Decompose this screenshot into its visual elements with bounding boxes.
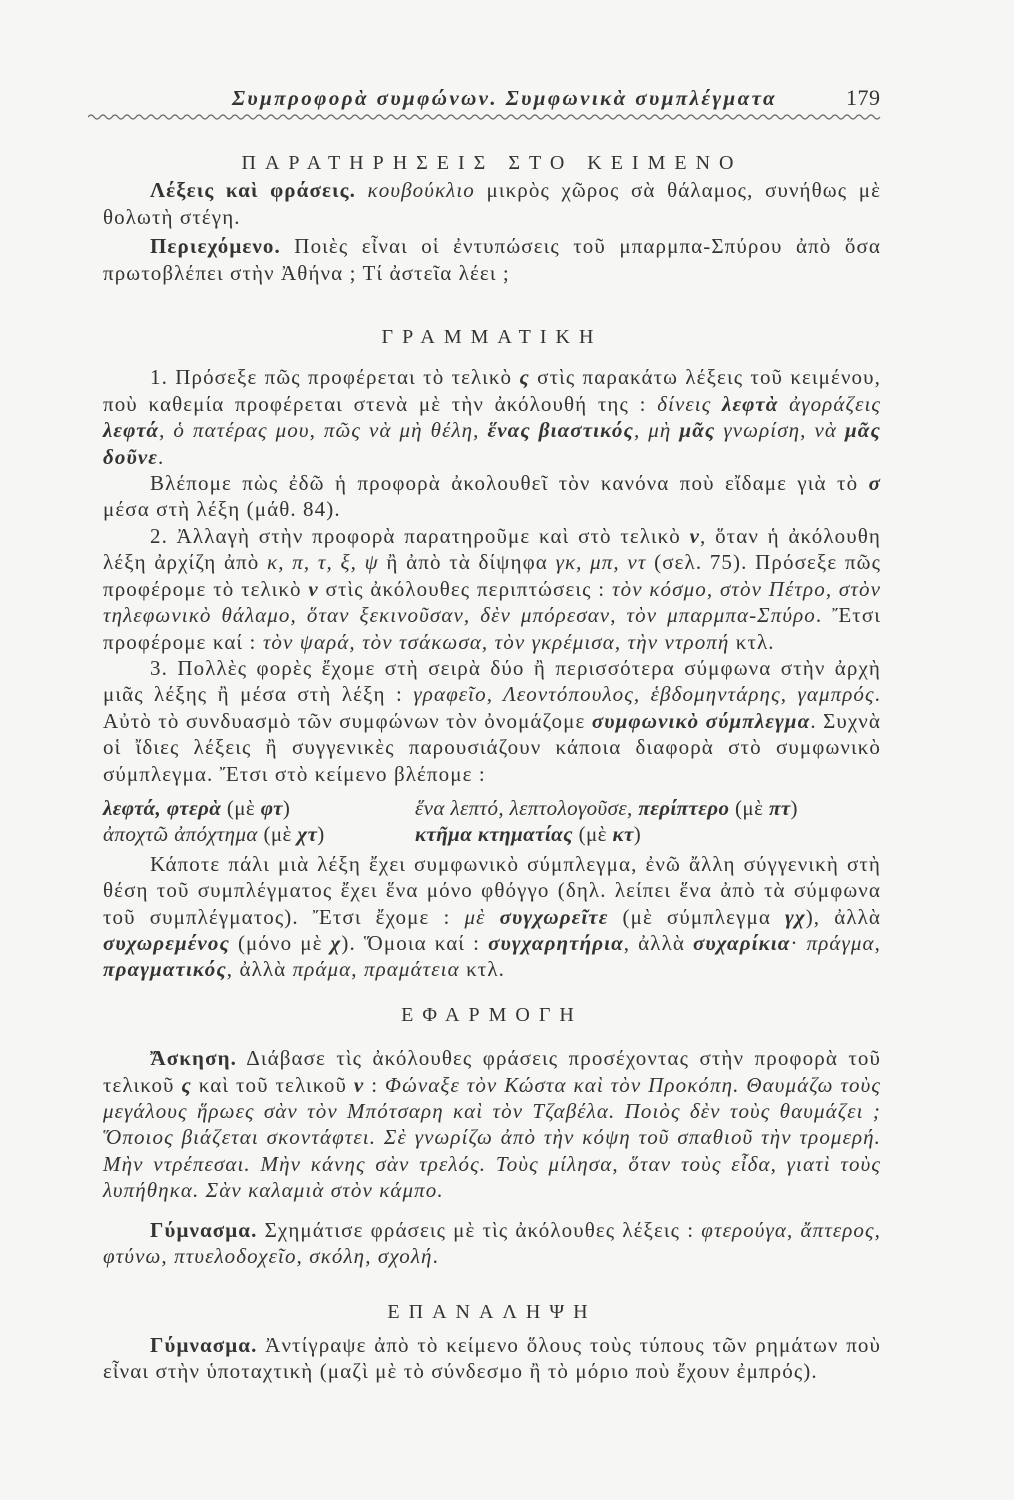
text-run: μὲ bbox=[464, 904, 500, 929]
section-heading-observations: ΠΑΡΑΤΗΡΗΣΕΙΣ ΣΤΟ ΚΕΙΜΕΝΟ bbox=[241, 152, 743, 174]
paragraph-drill-application bbox=[103, 1217, 881, 1270]
text-run: , bbox=[351, 957, 364, 982]
example-cell bbox=[103, 821, 415, 847]
text-run: (μὲ bbox=[572, 822, 613, 847]
text-run: κτ bbox=[612, 822, 634, 847]
text-run: μᾶς bbox=[679, 418, 716, 443]
text-run: Ἄσκηση. bbox=[150, 1046, 237, 1071]
paragraph-words-phrases bbox=[103, 177, 881, 230]
section-heading-grammar: ΓΡΑΜΜΑΤΙΚΗ bbox=[381, 326, 603, 349]
text-run: ν bbox=[353, 1072, 365, 1097]
text-run: κτλ. bbox=[459, 957, 505, 982]
text-run: γχ bbox=[785, 904, 806, 929]
text-run: χτ bbox=[297, 822, 318, 847]
text-run: Γύμνασμα. bbox=[150, 1217, 258, 1242]
text-run: συγχωρεῖτε bbox=[499, 904, 609, 929]
text-run: πτ bbox=[768, 795, 791, 820]
text-run: γκ, μπ, ντ bbox=[555, 550, 647, 575]
paragraph-drill-review bbox=[103, 1332, 881, 1385]
text-run: ἕνα λεπτό, λεπτολογοῦσε, bbox=[415, 795, 639, 820]
text-run: Σχημάτισε φράσεις μὲ τὶς ἀκόλουθες λέξεις : bbox=[257, 1217, 702, 1242]
text-run: συχαρίκια bbox=[692, 930, 791, 955]
text-run: λεφτά bbox=[103, 418, 160, 443]
text-run: στὶς ἀκόλουθες περιπτώσεις : bbox=[318, 576, 612, 601]
text-run: (μὲ bbox=[257, 822, 298, 847]
text-run: · bbox=[790, 930, 807, 955]
text-run: λεφτὰ bbox=[722, 391, 779, 416]
text-run: συγχαρητήρια bbox=[488, 930, 624, 955]
text-run: . Συχνὰ οἱ ἴδιες λέξεις ἢ συγγενικὲς παρουσιάζουν κάποια διαφορὰ στὸ συμφωνικὸ σύμπλεγμα. Ἔτσι στὸ κείμενο βλέπομε : bbox=[103, 708, 882, 786]
text-run: κ, π, τ, ξ, ψ bbox=[267, 550, 379, 575]
text-run: (μὲ bbox=[221, 795, 261, 820]
wavy-rule bbox=[88, 111, 882, 123]
text-run: . bbox=[432, 1244, 439, 1269]
text-run: , ὅταν ἡ ἀκόλουθη λέξη ἀρχίζη ἀπὸ bbox=[103, 523, 881, 575]
text-run: , ἀλλὰ bbox=[226, 957, 293, 982]
text-run: πραγματικός bbox=[103, 957, 227, 982]
text-run: , ὁ πατέρας μου, πῶς νὰ μὴ θέλη, bbox=[159, 418, 488, 443]
text-run: ἕνας βιαστικός bbox=[487, 418, 634, 443]
text-run: συμφωνικὸ σύμπλεγμα bbox=[591, 708, 811, 733]
paragraph-grammar-1 bbox=[103, 364, 881, 470]
example-cell bbox=[415, 795, 881, 821]
text-run: κτῆμα κτηματίας bbox=[415, 822, 573, 847]
text-run: μᾶς δοῦνε bbox=[103, 418, 881, 469]
text-run: Γύμνασμα. bbox=[150, 1332, 258, 1357]
text-run: τὸν κόσμο, στὸν Πέτρο, στὸν τηλεφωνικὸ θάλαμο, ὅταν ξεκινοῦσαν, δὲν μπόρεσαν, τὸν μπαρμπα-Σπύρο bbox=[103, 576, 882, 628]
page-number: 179 bbox=[846, 85, 881, 110]
text-run: . Ἔτσι προφέρομε καί : bbox=[103, 603, 881, 654]
text-run: , ἀλλὰ bbox=[623, 930, 693, 955]
section-heading-application: ΕΦΑΡΜΟΓΗ bbox=[401, 1003, 583, 1026]
text-run: καὶ τοῦ τελικοῦ bbox=[191, 1072, 354, 1097]
paragraph-exercise bbox=[103, 1045, 881, 1203]
text-run: δίνεις bbox=[657, 391, 723, 416]
example-cell bbox=[415, 821, 881, 847]
page-content bbox=[103, 150, 881, 1385]
consonant-cluster-examples bbox=[103, 795, 881, 848]
text-run: Λέξεις καὶ φράσεις. bbox=[150, 178, 356, 203]
text-run: Ποιὲς εἶναι οἱ ἐντυπώσεις τοῦ μπαρμπα-Σπύρου ἀπὸ ὅσα πρωτοβλέπει στὴν Ἀθήνα ; Τί ἀστεῖα λέει ; bbox=[103, 234, 881, 285]
text-run: μικρὸς χῶρος σὰ θάλαμος, συνήθως μὲ θολωτὴ στέγη. bbox=[103, 178, 881, 229]
text-run: ς bbox=[519, 365, 530, 390]
text-run: Περιεχόμενο. bbox=[150, 234, 281, 259]
text-run: ) bbox=[317, 822, 325, 847]
text-run: ) bbox=[633, 822, 642, 847]
text-run: . bbox=[157, 444, 165, 469]
text-run: πράμα bbox=[292, 957, 352, 982]
example-cell bbox=[103, 795, 415, 821]
text-run: (σελ. 75). Πρόσεξε πῶς προφέρομε τὸ τελικὸ bbox=[103, 550, 882, 601]
paragraph-content-question bbox=[103, 233, 881, 286]
text-run: ν bbox=[308, 576, 319, 601]
text-run: φτ bbox=[260, 795, 283, 820]
text-run: περίπτερο bbox=[638, 795, 730, 820]
text-run: Φώναξε τὸν Κώστα καὶ τὸν Προκόπη. Θαυμάζω τοὺς μεγάλους ἥρωες σὰν τὸν Μπότσαρη καὶ τὸν Τζαβέλα. Ποιὸς δὲν τοὺς θαυμάζει ; Ὅποιος βιάζεται σκοντάφτει. Σὲ γνωρίζω ἀπὸ τὴν κόψη τοῦ σπαθιοῦ τὴν τρομερή. Μὴν ντρέπεσαι. Μὴν κάνης σὰν τρελός. Τοὺς μίλησα, ὅταν τοὺς εἶδα, γιατὶ τοὺς λυπήθηκα. Σὰν καλαμιὰ στὸν κάμπο. bbox=[103, 1072, 881, 1203]
text-run: γνωρίση, νὰ bbox=[715, 418, 846, 443]
text-run: πράγμα bbox=[806, 930, 875, 955]
text-run: 2. Ἀλλαγὴ στὴν προφορὰ παρατηροῦμε καὶ στὸ τελικὸ bbox=[150, 523, 690, 548]
wavy-rule-path bbox=[88, 115, 880, 119]
text-run: σ bbox=[868, 471, 881, 496]
text-run: κτλ. bbox=[729, 629, 775, 654]
text-run: (μόνο μὲ bbox=[229, 930, 331, 955]
paragraph-grammar-3 bbox=[103, 655, 881, 787]
text-run: συχωρεμένος bbox=[103, 930, 230, 955]
text-run: κουβούκλιο bbox=[355, 178, 475, 203]
text-run: (μὲ bbox=[729, 795, 769, 820]
text-run: Διάβασε τὶς ἀκόλουθες φράσεις προσέχοντας στὴν προφορὰ τοῦ τελικοῦ bbox=[103, 1046, 881, 1097]
running-title: Συμπροφορὰ συμφώνων. Συμφωνικὰ συμπλέγματα bbox=[232, 86, 778, 110]
text-run: πραμάτεια bbox=[364, 957, 460, 982]
text-run: στὶς παρακάτω λέξεις τοῦ κειμένου, ποὺ καθεμία προφέρεται στενὰ μὲ τὴν ἀκόλουθή της : bbox=[103, 365, 881, 416]
text-run: χ bbox=[330, 930, 342, 955]
text-run: ) bbox=[282, 795, 291, 820]
paragraph-grammar-4 bbox=[103, 851, 881, 983]
text-run: 1. Πρόσεξε πῶς προφέρεται τὸ τελικὸ bbox=[150, 365, 520, 390]
text-run: : bbox=[364, 1072, 385, 1097]
text-run: , bbox=[874, 930, 881, 955]
text-run: ἀγοράζεις bbox=[778, 391, 882, 416]
text-run: ἀποχτῶ ἀπόχτημα bbox=[103, 822, 258, 847]
text-run: (μὲ σύμπλεγμα bbox=[608, 904, 786, 929]
text-run: φτερούγα, ἄπτερος, φτύνω, πτυελοδοχεῖο, σκόλη, σχολή bbox=[103, 1217, 881, 1269]
text-run: Βλέπομε πὼς ἐδῶ ἡ προφορὰ ἀκολουθεῖ τὸν κανόνα ποὺ εἴδαμε γιὰ τὸ bbox=[150, 471, 869, 496]
text-run: Κάποτε πάλι μιὰ λέξη ἔχει συμφωνικὸ σύμπλεγμα, ἐνῶ ἄλλη σύγγενικὴ στὴ θέση τοῦ συμπλέγματος ἔχει ἕνα μόνο φθόγγο (δηλ. λείπει ἕνα ἀπὸ τὰ σύμφωνα τοῦ συμπλέγματος). Ἔτσι ἔχομε : bbox=[103, 851, 881, 929]
text-run: ν bbox=[689, 523, 701, 548]
text-run: ) bbox=[790, 795, 798, 820]
section-heading-review: ΕΠΑΝΑΛΗΨΗ bbox=[387, 1301, 597, 1324]
text-run: ς bbox=[181, 1072, 192, 1097]
text-run: τὸν ψαρά, τὸν τσάκωσα, τὸν γκρέμισα, τὴν ντροπή bbox=[262, 629, 730, 654]
text-run: ). Ὅμοια καί : bbox=[341, 930, 489, 955]
paragraph-grammar-1-note bbox=[103, 470, 881, 523]
text-run: λεφτά, φτερὰ bbox=[103, 795, 222, 820]
text-run: , μὴ bbox=[633, 418, 680, 443]
text-run: . Αὐτὸ τὸ συνδυασμὸ τῶν συμφώνων τὸν ὀνομάζομε bbox=[103, 682, 881, 733]
text-run: μέσα στὴ λέξη (μάθ. 84). bbox=[103, 497, 341, 522]
text-run: ἢ ἀπὸ τὰ δίψηφα bbox=[378, 550, 556, 575]
text-run: 3. Πολλὲς φορὲς ἔχομε στὴ σειρὰ δύο ἢ περισσότερα σύμφωνα στὴν ἀρχὴ μιᾶς λέξης ἢ μέσα στὴ λέξη : bbox=[103, 655, 881, 707]
text-run: Ἀντίγραψε ἀπὸ τὸ κείμενο ὅλους τοὺς τύπους τῶν ρημάτων ποὺ εἶναι στὴν ὑποταχτικὴ (μαζὶ μὲ τὸ σύνδεσμο ἢ τὸ μόριο ποὺ ἔχουν ἐμπρός). bbox=[103, 1332, 881, 1384]
text-run: γραφεῖο, Λεοντόπουλος, ἑβδομηντάρης, γαμπρός bbox=[413, 682, 875, 707]
text-run: ), ἀλλὰ bbox=[805, 904, 881, 929]
paragraph-grammar-2 bbox=[103, 523, 881, 655]
